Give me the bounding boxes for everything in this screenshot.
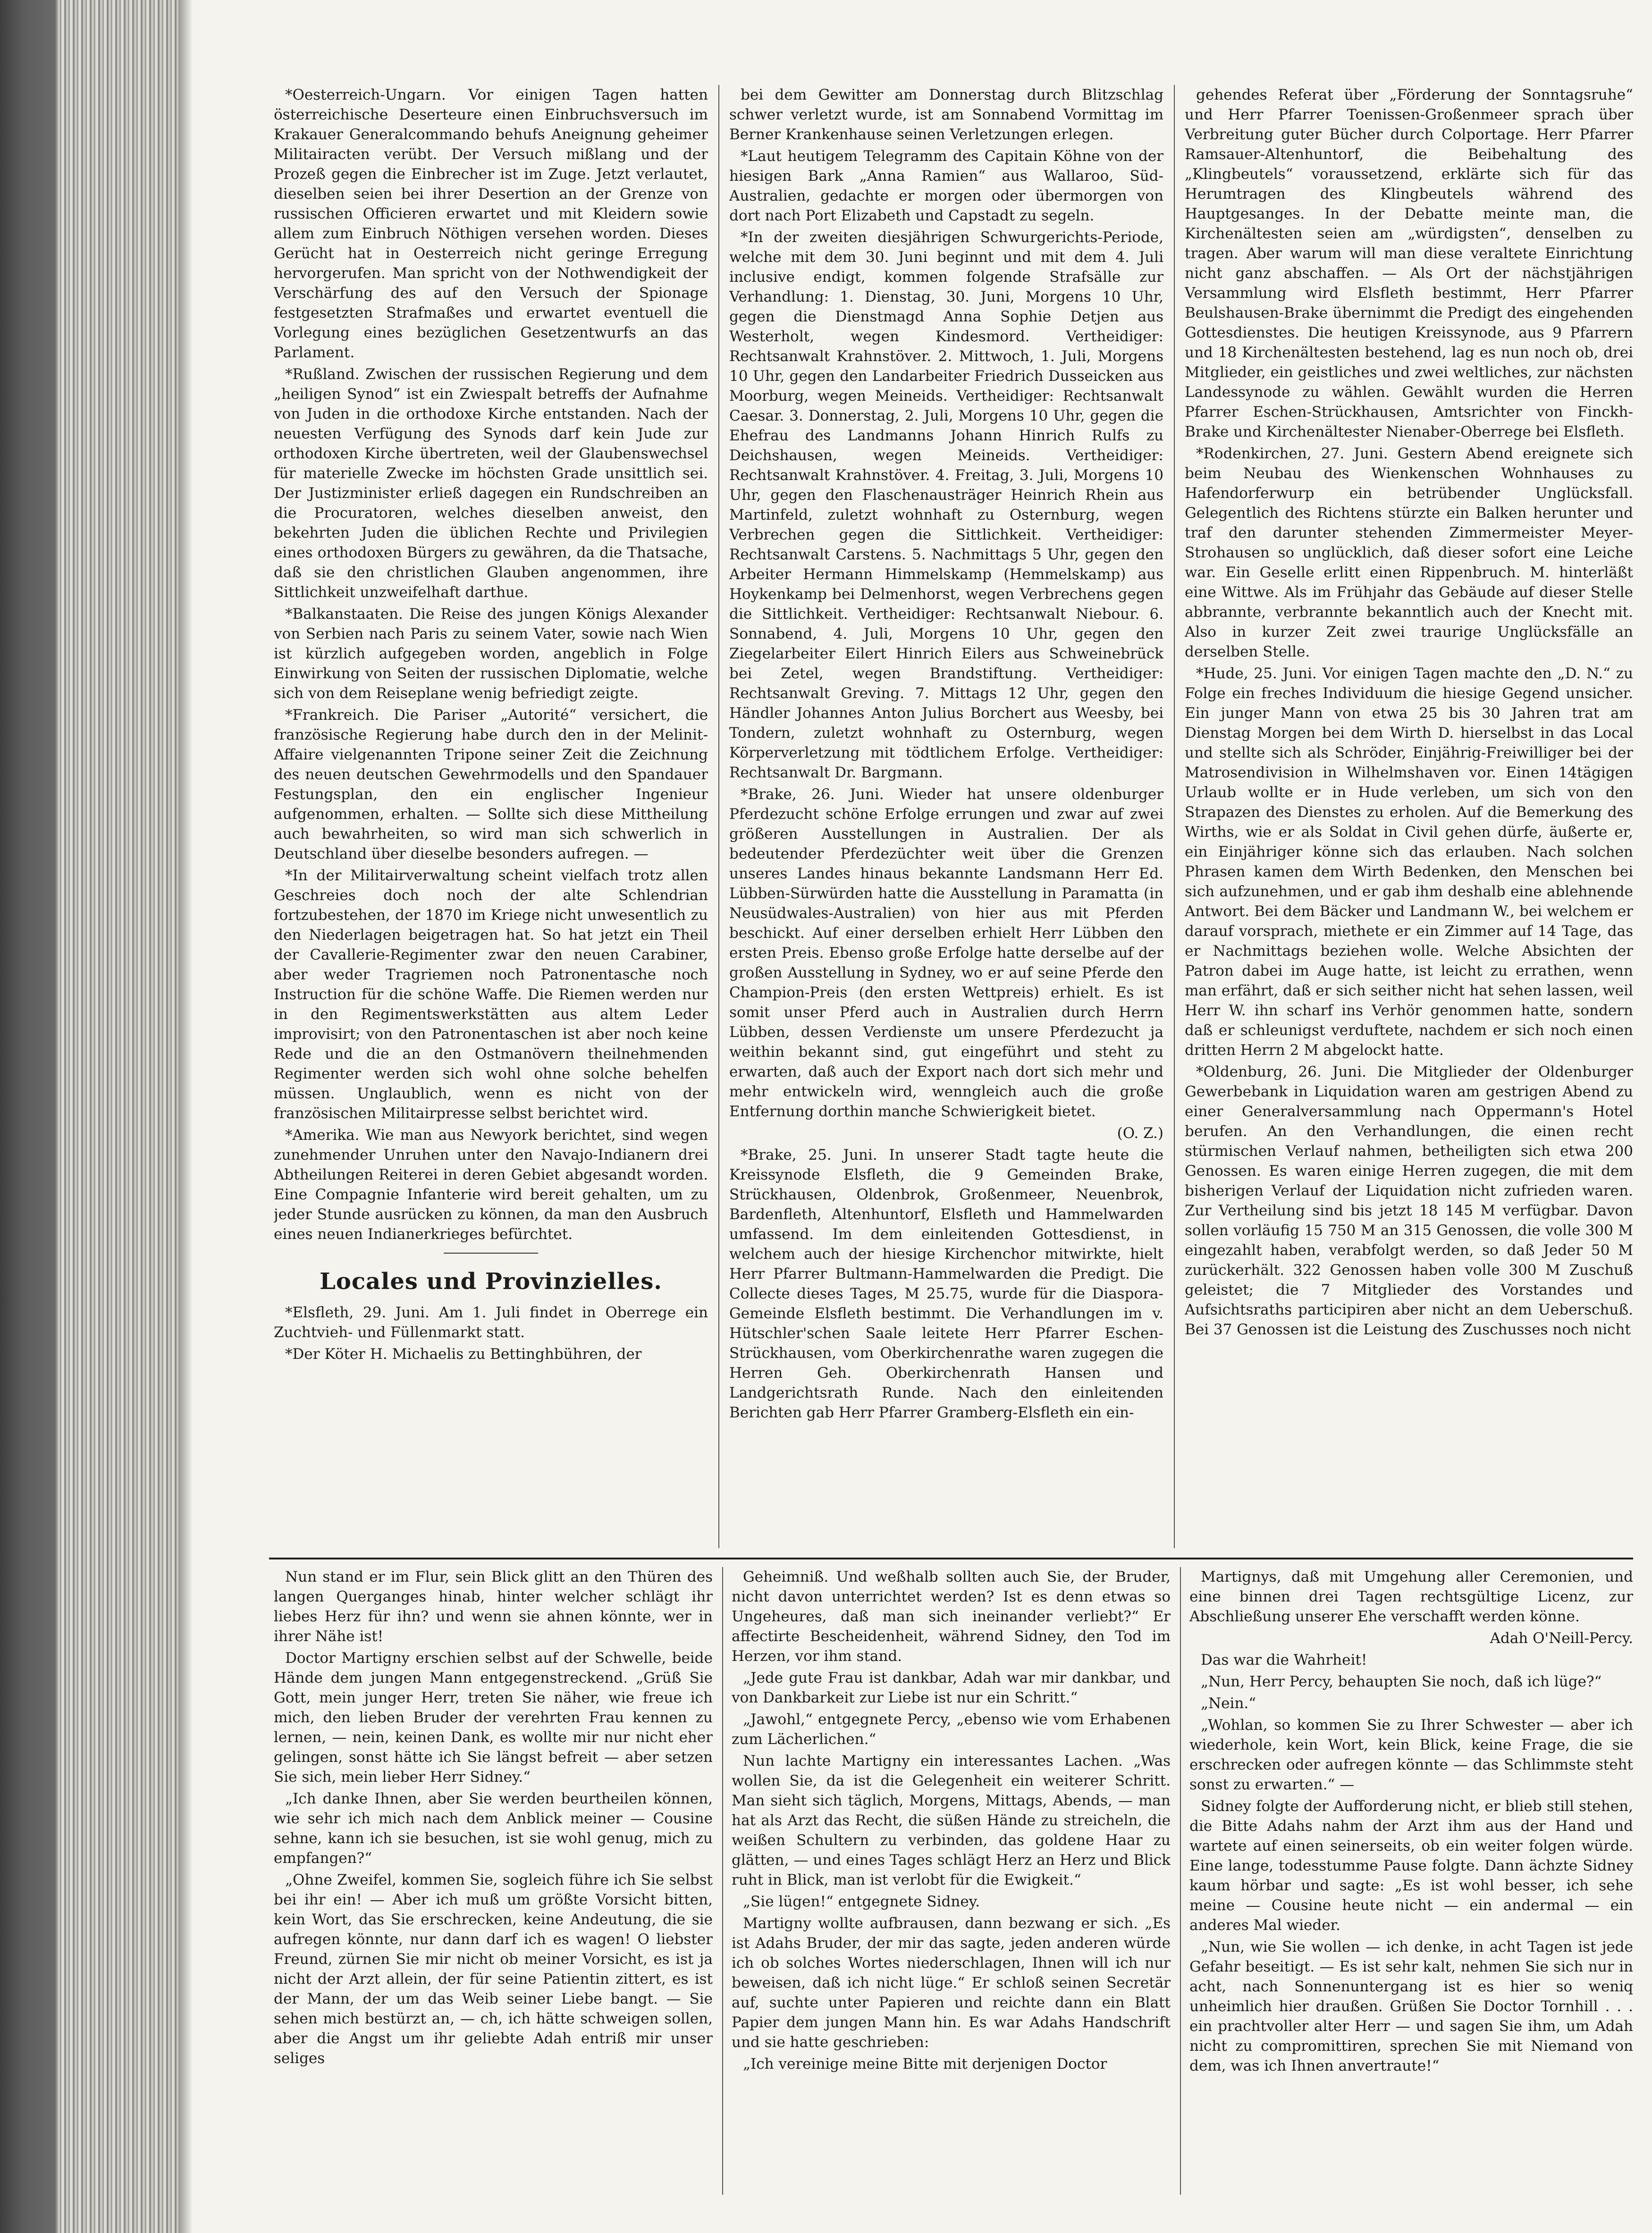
article-brake-horses: *Brake, 26. Juni. Wieder hat unsere oldenburger Pferdezucht schöne Erfolge errungen und zwar auf zwei größeren Ausstellungen in Australien. Der als bedeutender Pferdezüchter weit über die Grenzen unseres Landes hinaus bekannte Landsmann Herr Ed. Lübben-Sürwürden hatte die Ausstellung in Paramatta (in Neusüdwales-Australien) von hier aus mit Pferden beschickt. Auf einer derselben erhielt Herr Lübben den ersten Preis. Ebenso große Erfolge hatte derselbe auf der großen Ausstellung in Sydney, wo er auf seine Pferde den Champion-Preis (den ersten Wettpreis) erhielt. Es ist somit unser Pferd auch in Australien durch Herrn Lübben, dessen Verdienste um unsere Pferdezucht ja weithin bekannt sind, gut eingeführt und steht zu erwarten, daß auch der Export nach dort sich mehr und mehr entwickeln wird, wenngleich auch die große Entfernung dorthin manche Schwierigkeit bietet.	[729, 786, 1163, 1120]
story-paragraph: Martigny wollte aufbrausen, dann bezwang er sich. „Es ist Adahs Bruder, der mir das sagte, jeden anderen würde ich ob solches Wortes niederschlagen, Ihnen will ich nur beweisen, daß ich nicht lüge.“ Er schloß seinen Secretär auf, suchte unter Papieren und reichte dann ein Blatt Papier dem jungen Mann hin. Es war Adahs Handschrift und sie hatte geschrieben:	[732, 1915, 1171, 2051]
feuilleton-divider	[269, 1558, 1633, 1559]
article-koeter: *Der Köter H. Michaelis zu Bettinghbühren, der	[285, 1346, 642, 1363]
section-heading: Locales und Provinzielles.	[320, 1268, 662, 1295]
column-rule	[722, 1567, 723, 2195]
article-telegram: *Laut heutigem Telegramm des Capitain Köhne von der hiesigen Bark „Anna Ramien“ aus Wallaroo, Süd-Australien, gedachte er morgen oder übermorgen von dort nach Port Elizabeth und Capstadt zu segeln.	[729, 148, 1163, 224]
article-synod-continued: gehendes Referat über „Förderung der Sonntagsruhe“ und Herr Pfarrer Toenissen-Großenmeer sprach über Verbreitung guter Bücher durch Colportage. Herr Pfarrer Ramsauer-Altenhuntorf, die Beibehaltung des „Klingbeutels“ voraussetzend, erklärte sich für das Herumtragen des Klingbeutels während des Hauptgesanges. In der Debatte meinte man, die Kirchenältesten seien am „würdigsten“, denselben zu tragen. Aber warum will man diese veraltete Einrichtung nicht ganz abschaffen. — Als Ort der nächstjährigen Versammlung wird Elsfleth bestimmt, Herr Pfarrer Beulshausen-Brake übernimmt die Predigt des eingehenden Gottesdienstes. Die heutigen Kreissynode, aus 9 Pfarrern und 18 Kirchenältesten bestehend, lag es nun noch ob, drei Mitglieder, ein geistliches und zwei weltliches, zur nächsten Landessynode zu wählen. Gewählt wurden die Herren Pfarrer Eschen-Strückhausen, Amtsrichter von Finckh-Brake und Kirchenältester Nienaber-Oberrege bei Elsfleth.	[1185, 86, 1633, 440]
story-paragraph: „Jede gute Frau ist dankbar, Adah war mir dankbar, und von Dankbarkeit zur Liebe ist nur ein Schritt.“	[732, 1669, 1171, 1706]
article-continued: bei dem Gewitter am Donnerstag durch Blitzschlag schwer verletzt wurde, ist am Sonnabend Vormittag im Berner Krankenhause seinen Verletzungen erlegen.	[729, 86, 1163, 143]
article-brake-synod: *Brake, 25. Juni. In unserer Stadt tagte heute die Kreissynode Elsfleth, die 9 Gemeinden Brake, Strückhausen, Oldenbrok, Großenmeer, Neuenbrok, Bardenfleth, Altenhuntorf, Elsfleth und Hammelwarden umfassend. Im dem einleitenden Gottesdienst, in welchem auch der hiesige Kirchenchor mitwirkte, hielt Herr Pfarrer Bultmann-Hammelwarden die Predigt. Die Collecte dieses Tages, M 25.75, wurde für die Diaspora-Gemeinde Elsfleth bestimmt. Die Verhandlungen im v. Hütschler'schen Saale leitete Herr Pfarrer Eschen-Strückhausen, vom Oberkirchenrathe waren zugegen die Herren Geh. Oberkirchenrath Hansen und Landgerichtsrath Runde. Nach den einleitenden Berichten gab Herr Pfarrer Gramberg-Elsfleth ein ein-	[729, 1146, 1163, 1421]
article-oldenburg: *Oldenburg, 26. Juni. Die Mitglieder der Oldenburger Gewerbebank in Liquidation waren am gestrigen Abend zu einer Generalversammlung nach Oppermann's Hotel berufen. An den Verhandlungen, die einen recht stürmischen Verlauf nahmen, betheiligten sich etwa 200 Genossen. Es waren einige Herren zugegen, die mit dem bisherigen Verlauf der Liquidation nicht zufrieden waren. Zur Vertheilung sind bis jetzt 18 145 M verfügbar. Davon sollen vorläufig 15 750 M an 315 Genossen, die volle 300 M eingezahlt haben, verabfolgt werden, so daß Jeder 50 M zurückerhält. 322 Genossen haben volle 300 M Zuschuß geleistet; die 7 Mitglieder des Vorstandes und Aufsichtsraths participiren aber nicht an dem Ueberschuß. Bei 37 Genossen ist die Leistung des Zuschusses noch nicht	[1185, 1063, 1633, 1338]
story-paragraph: „Wohlan, so kommen Sie zu Ihrer Schwester — aber ich wiederhole, kein Wort, kein Blick, keine Frage, die sie erschrecken oder aufregen könnte — das Schlimmste steht sonst zu erwarten.“ —	[1189, 1717, 1633, 1793]
story-paragraph: „Sie lügen!“ entgegnete Sidney.	[743, 1893, 980, 1910]
story-paragraph: Martignys, daß mit Umgehung aller Ceremonien, und eine binnen drei Tagen rechtsgültige Licenz, zur Abschließung unserer Ehe verschafft werden könne.	[1189, 1568, 1633, 1625]
news-column-3	[1185, 85, 1633, 1548]
article-elsfleth: *Elsfleth, 29. Juni. Am 1. Juli findet in Oberrege ein Zuchtvieh- und Füllenmarkt statt.	[274, 1304, 708, 1341]
feuilleton-section	[274, 1567, 1633, 2204]
page-edges	[56, 0, 178, 2233]
article-hude: *Hude, 25. Juni. Vor einigen Tagen machte den „D. N.“ zu Folge ein freches Individuum die hiesige Gegend unsicher. Ein junger Mann von etwa 25 bis 30 Jahren trat am Dienstag Morgen bei dem Wirth D. hierselbst in das Local und stellte sich als Schröder, Einjährig-Freiwilliger bei der Matrosendivision in Wilhelmshaven vor. Einen 14tägigen Urlaub wollte er in Hude verleben, um sich von den Strapazen des Dienstes zu erholen. Auf die Bemerkung des Wirths, wie er als Soldat in Civil gehen dürfe, äußerte er, ein Einjähriger könne sich das erlauben. Nach solchen Phrasen kamen dem Wirth Bedenken, den Menschen bei sich aufzunehmen, und er gab ihm deshalb eine ablehnende Antwort. Bei dem Bäcker und Landmann W., bei welchem er darauf vorsprach, miethete er ein Zimmer auf 14 Tage, das er Nachmittags beziehen wolle. Welche Absichten der Patron dabei im Auge hatte, ist leicht zu errathen, wenn man erfährt, daß er sich seither nicht hat sehen lassen, weil Herr W. ihn scharf ins Verhör genommen hatte, sondern daß er schleunigst verduftete, nachdem er sich noch einen dritten Herrn 2 M abgelockt hatte.	[1185, 665, 1633, 1059]
story-paragraph: Geheimniß. Und weßhalb sollten auch Sie, der Bruder, nicht davon unterrichtet werden? Ist es denn etwas so Ungeheures, daß man sich ineinander verliebt?“ Er affectirte Bescheidenheit, während Sidney, den Tod im Herzen, vor ihm stand.	[732, 1568, 1171, 1665]
article-court: *In der zweiten diesjährigen Schwurgerichts-Periode, welche mit dem 30. Juni beginnt und mit dem 4. Juli inclusive endigt, kommen folgende Strafsälle zur Verhandlung: 1. Dienstag, 30. Juni, Morgens 10 Uhr, gegen die Dienstmagd Anna Sophie Detjen aus Westerholt, wegen Kindesmord. Vertheidiger: Rechtsanwalt Krahnstöver. 2. Mittwoch, 1. Juli, Morgens 10 Uhr, gegen den Landarbeiter Friedrich Dusseicken aus Moorburg, wegen Meineids. Vertheidiger: Rechtsanwalt Caesar. 3. Donnerstag, 2. Juli, Morgens 10 Uhr, gegen die Ehefrau des Landmanns Johann Hinrich Rulfs zu Deichshausen, wegen Meineids. Vertheidiger: Rechtsanwalt Krahnstöver. 4. Freitag, 3. Juli, Morgens 10 Uhr, gegen den Flaschenausträger Heinrich Rhein aus Martinfeld, zuletzt wohnhaft zu Osternburg, wegen Verbrechen gegen die Sittlichkeit. Vertheidiger: Rechtsanwalt Carstens. 5. Nachmittags 5 Uhr, gegen den Arbeiter Hermann Himmelskamp (Hemmelskamp) aus Hoykenkamp bei Delmenhorst, wegen Verbrechens gegen die Sittlichkeit. Vertheidiger: Rechtsanwalt Niebour. 6. Sonnabend, 4. Juli, Morgens 10 Uhr, gegen den Ziegelarbeiter Eilert Hinrich Eilers aus Schweinebrück bei Zetel, wegen Brandstiftung. Vertheidiger: Rechtsanwalt Greving. 7. Mittags 12 Uhr, gegen den Händler Johannes Anton Julius Borchert aus Weesby, bei Tondern, zuletzt wohnhaft zu Osternburg, wegen Körperverletzung mit tödtlichem Erfolge. Vertheidiger: Rechtsanwalt Dr. Bargmann.	[729, 229, 1163, 781]
story-paragraph: „Jawohl,“ entgegnete Percy, „ebenso wie vom Erhabenen zum Lächerlichen.“	[732, 1711, 1171, 1748]
story-signature: Adah O'Neill-Percy.	[1490, 1630, 1633, 1647]
feuilleton-column-2	[732, 1567, 1171, 2199]
section-divider	[444, 1253, 538, 1254]
story-paragraph: „Ich danke Ihnen, aber Sie werden beurtheilen können, wie sehr ich mich nach dem Anblick meiner — Cousine sehne, kann ich sie besuchen, ist sie wohl genug, mich zu empfangen?“	[274, 1790, 713, 1867]
article-military: *In der Militairverwaltung scheint vielfach trotz allen Geschreies doch noch der alte Schlendrian fortzubestehen, der 1870 im Kriege nicht unwesentlich zu den Niederlagen beigetragen hat. So hat jetzt ein Theil der Cavallerie-Regimenter zwar den neuen Carabiner, aber weder Tragriemen noch Patronentasche noch Instruction für die schöne Waffe. Die Riemen werden nur in den Regimentswerkstätten aus altem Leder improvisirt; von den Patronentaschen ist aber noch keine Rede und die an den Ostmanövern theilnehmenden Regimenter werden sich wohl ohne solche behelfen müssen. Unglaublich, wenn es nicht von der französischen Militairpresse selbst berichtet wird.	[274, 867, 708, 1122]
article-america: *Amerika. Wie man aus Newyork berichtet, sind wegen zunehmender Unruhen unter den Navajo-Indianern drei Abtheilungen Reiterei in deren Gebiet abgesandt worden. Eine Compagnie Infanterie wird bereit gehalten, um zu jeder Stunde ausrücken zu können, da man den Ausbruch eines neuen Indianerkrieges befürchtet.	[274, 1127, 708, 1243]
article-balkans: *Balkanstaaten. Die Reise des jungen Königs Alexander von Serbien nach Paris zu seinem Vater, sowie nach Wien ist kürzlich aufgegeben worden, angeblich in Folge Einwirkung von Seiten der russischen Diplomatie, welche sich von dem Reiseplane wenig befriedigt zeigte.	[274, 606, 708, 702]
column-rule	[1174, 85, 1175, 1548]
news-column-1	[274, 85, 708, 1548]
article-rodenkirchen: *Rodenkirchen, 27. Juni. Gestern Abend ereignete sich beim Neubau des Wienkenschen Wohnhauses zu Hafendorferwurp ein betrübender Unglücksfall. Gelegentlich des Richtens stürzte ein Balken herunter und traf den darunter stehenden Zimmermeister Meyer-Strohausen so unglücklich, daß dieser sofort eine Leiche war. Ein Geselle erlitt einen Rippenbruch. M. hinterläßt eine Wittwe. Als im Frühjahr das Gebäude auf dieser Stelle abbrannte, verbrannte bekanntlich auch der Knecht mit. Also in kurzer Zeit zwei traurige Unglücksfälle an derselben Stelle.	[1185, 445, 1633, 660]
page-gutter-shadow	[178, 0, 193, 2233]
column-rule	[1180, 1567, 1181, 2195]
story-paragraph: „Ohne Zweifel, kommen Sie, sogleich führe ich Sie selbst bei ihr ein! — Aber ich muß um größte Vorsicht bitten, kein Wort, das Sie erschrecken, keine Andeutung, die sie aufregen könnte, nur dann darf ich es wagen! O liebster Freund, zürnen Sie mir nicht ob meiner Vorsicht, es ist ja nicht der Arzt allein, der für seine Patientin zittert, es ist der Mann, der um das Weib seiner Liebe bangt. — Sie sehen mich bestürzt an, — ch, ich hätte schweigen sollen, aber die Angst um ihr geliebte Adah entriß mir unser seliges	[274, 1871, 713, 2067]
story-paragraph: „Nein.“	[1201, 1695, 1256, 1712]
news-column-2	[729, 85, 1163, 1548]
story-paragraph: Das war die Wahrheit!	[1201, 1652, 1367, 1668]
story-paragraph: Nun stand er im Flur, sein Blick glitt an den Thüren des langen Querganges hinab, hinter welcher schlägt ihr liebes Herz für ihn? und wenn sie ahnen könnte, wer in ihrer Nähe ist!	[274, 1568, 713, 1645]
article-russia: *Rußland. Zwischen der russischen Regierung und dem „heiligen Synod“ ist ein Zwiespalt betreffs der Aufnahme von Juden in die orthodoxe Kirche entstanden. Nach der neuesten Verfügung des Synods darf kein Jude zur orthodoxen Kirche übertreten, weil der Glaubenswechsel für materielle Zwecke im höchsten Grade unsittlich sei. Der Justizminister erließ dagegen ein Rundschreiben an die Procuratoren, welches dieselben anweist, den bekehrten Juden die üblichen Rechte und Privilegien eines orthodoxen Bürgers zu gewähren, da die Thatsache, daß sie den christlichen Glauben angenommen, ihre Sittlichkeit unzweifelhaft darthue.	[274, 366, 708, 601]
feuilleton-column-3	[1189, 1567, 1633, 2199]
story-paragraph: „Nun, Herr Percy, behaupten Sie noch, daß ich lüge?“	[1201, 1673, 1602, 1690]
column-rule	[718, 85, 719, 1548]
book-binding	[0, 0, 56, 2233]
story-paragraph: Nun lachte Martigny ein interessantes Lachen. „Was wollen Sie, da ist die Gelegenheit ein weiterer Schritt. Man sieht sich täglich, Morgens, Mittags, Abends, — man hat als Arzt das Recht, die süßen Hände zu streicheln, die weißen Schultern zu verbinden, das goldene Haar zu glätten, — und eines Tages schlägt Herz an Herz und Blick ruht in Blick, man ist verlobt für die Ewigkeit.“	[732, 1753, 1171, 1888]
article-france: *Frankreich. Die Pariser „Autorité“ versichert, die französische Regierung habe durch den in der Melinit-Affaire vielgenannten Tripone seiner Zeit die Zeichnung des neuen deutschen Gewehrmodells und den Spandauer Festungsplan, den ein englischer Ingenieur aufgenommen, erhalten. — Sollte sich diese Mittheilung auch bewahrheiten, so wird man sich schwerlich in Deutschland über dieselbe besonders aufregen. —	[274, 707, 708, 862]
feuilleton-column-1	[274, 1567, 713, 2199]
story-paragraph: „Ich vereinige meine Bitte mit derjenigen Doctor	[743, 2056, 1107, 2073]
story-paragraph: Sidney folgte der Aufforderung nicht, er blieb still stehen, die Bitte Adahs nahm der Arzt ihm aus der Hand und wartete auf einen seinerseits, ob ein weiter folgen würde. Eine lange, todesstumme Pause folgte. Dann ächzte Sidney kaum hörbar und sagte: „Es ist wohl besser, ich sehe meine — Cousine heute nicht — ein andermal — ein anderes Mal wieder.	[1189, 1798, 1633, 1934]
newspaper-page	[203, 57, 1633, 2209]
news-section	[274, 85, 1633, 1548]
article-austria: *Oesterreich-Ungarn. Vor einigen Tagen hatten österreichische Deserteure einen Einbruchsversuch im Krakauer Generalcommando behufs Aneignung geheimer Militairacten verübt. Der Versuch mißlang und der Prozeß gegen die Einbrecher ist im Zuge. Jetzt verlautet, dieselben seien bei ihrer Desertion an der Grenze von russischen Officieren erwartet und mit Kleidern sowie allem zum Einbruch Nöthigen versehen worden. Dieses Gerücht hat in Oesterreich nicht geringe Erregung hervorgerufen. Man spricht von der Nothwendigkeit der Verschärfung des auf den Versuch der Spionage festgesetzten Strafmaßes und erwartet eventuell die Vorlegung eines bezüglichen Gesetzentwurfs an das Parlament.	[274, 86, 708, 361]
story-paragraph: Doctor Martigny erschien selbst auf der Schwelle, beide Hände dem jungen Mann entgegenstreckend. „Grüß Sie Gott, mein junger Herr, treten Sie näher, wie freue ich mich, den lieben Bruder der verehrten Frau kennen zu lernen, — nein, keinen Dank, es wollte mir nur nicht eher gelingen, sonst hätte ich Sie längst befreit — aber setzen Sie sich, mein lieber Herr Sidney.“	[274, 1650, 713, 1786]
article-source: (O. Z.)	[1117, 1125, 1163, 1142]
story-paragraph: „Nun, wie Sie wollen — ich denke, in acht Tagen ist jede Gefahr beseitigt. — Es ist sehr kalt, nehmen Sie sich nur in acht, nach Sonnenuntergang ist es hier so weniq unheimlich hier draußen. Grüßen Sie Doctor Tornhill . . . ein prachtvoller alter Herr — und sagen Sie ihm, um Adah nicht zu compromittiren, sprechen Sie mit Niemand von dem, was ich Ihnen anvertraute!“	[1189, 1938, 1633, 2074]
